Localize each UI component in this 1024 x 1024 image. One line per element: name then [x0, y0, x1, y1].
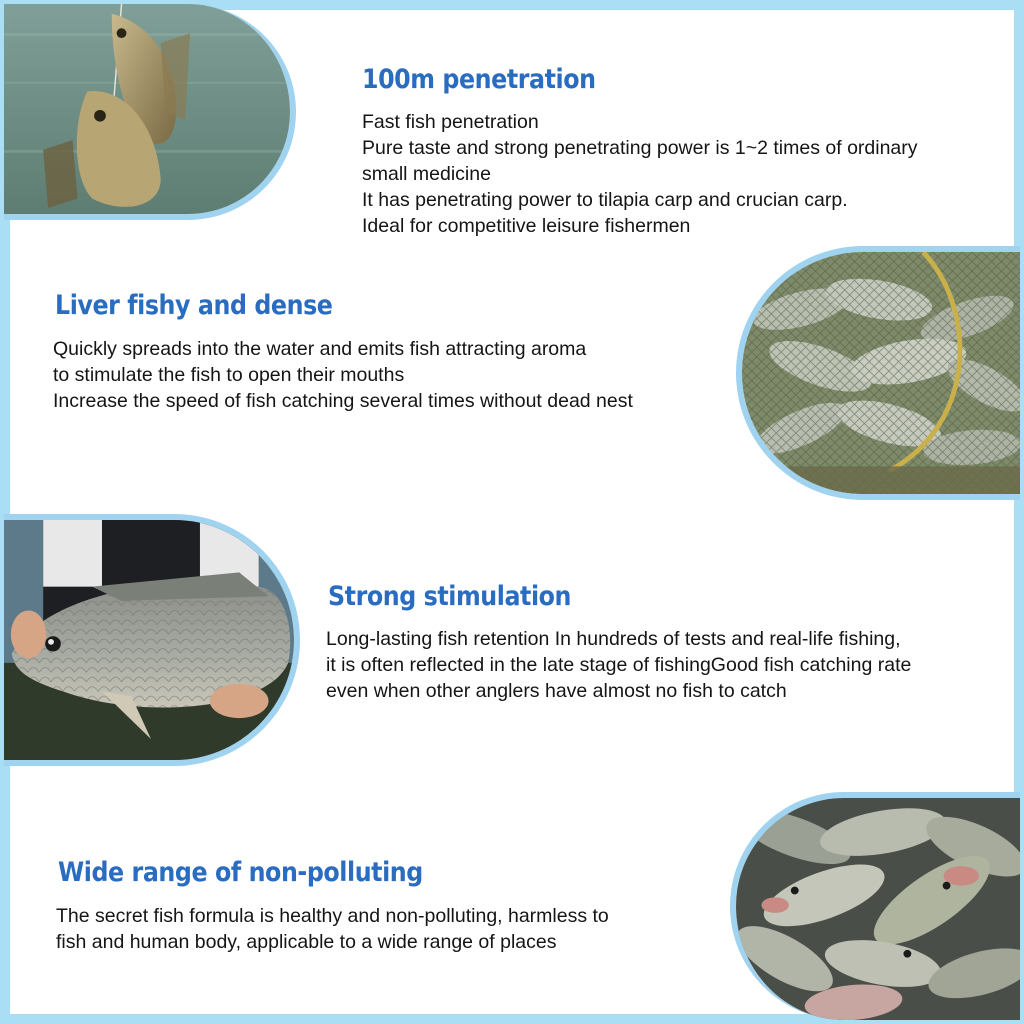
tilapia-held-in-hands-icon — [4, 520, 294, 760]
text-line: Fast fish penetration — [362, 111, 539, 133]
text-line: fish and human body, applicable to a wide range of places — [56, 931, 557, 953]
text-line: Increase the speed of fish catching several times without dead nest — [53, 390, 633, 412]
section-title-non-polluting: Wide range of non-polluting — [58, 857, 423, 888]
section-title-penetration: 100m penetration — [362, 64, 596, 95]
fish-on-hook-photo — [4, 4, 296, 220]
text-line: The secret fish formula is healthy and non-polluting, harmless to — [56, 905, 609, 927]
section-title-liver-fishy: Liver fishy and dense — [55, 290, 333, 321]
text-line: to stimulate the fish to open their mouths — [53, 364, 405, 386]
text-line: Quickly spreads into the water and emits fish attracting aroma — [53, 338, 587, 360]
fish-in-net-icon — [742, 252, 1020, 494]
pile-of-fish-photo — [730, 792, 1020, 1020]
text-line: even when other anglers have almost no fish to catch — [326, 680, 787, 702]
text-line: Long-lasting fish retention In hundreds of tests and real-life fishing, — [326, 628, 901, 650]
text-line: small medicine — [362, 163, 491, 185]
text-line: Ideal for competitive leisure fishermen — [362, 215, 691, 237]
text-line: it is often reflected in the late stage of fishingGood fish catching rate — [326, 654, 912, 676]
section-text-non-polluting — [56, 903, 609, 955]
section-text-strong-stimulation — [326, 626, 911, 704]
fish-on-hook-icon — [4, 4, 290, 214]
text-line: Pure taste and strong penetrating power is 1~2 times of ordinary — [362, 137, 918, 159]
pile-of-fish-icon — [736, 798, 1020, 1020]
fish-in-net-photo — [736, 246, 1020, 500]
text-line: It has penetrating power to tilapia carp and crucian carp. — [362, 189, 848, 211]
section-text-liver-fishy — [53, 336, 633, 414]
section-text-penetration — [362, 109, 918, 239]
tilapia-held-in-hands-photo — [4, 514, 300, 766]
section-title-strong-stimulation: Strong stimulation — [328, 581, 572, 612]
